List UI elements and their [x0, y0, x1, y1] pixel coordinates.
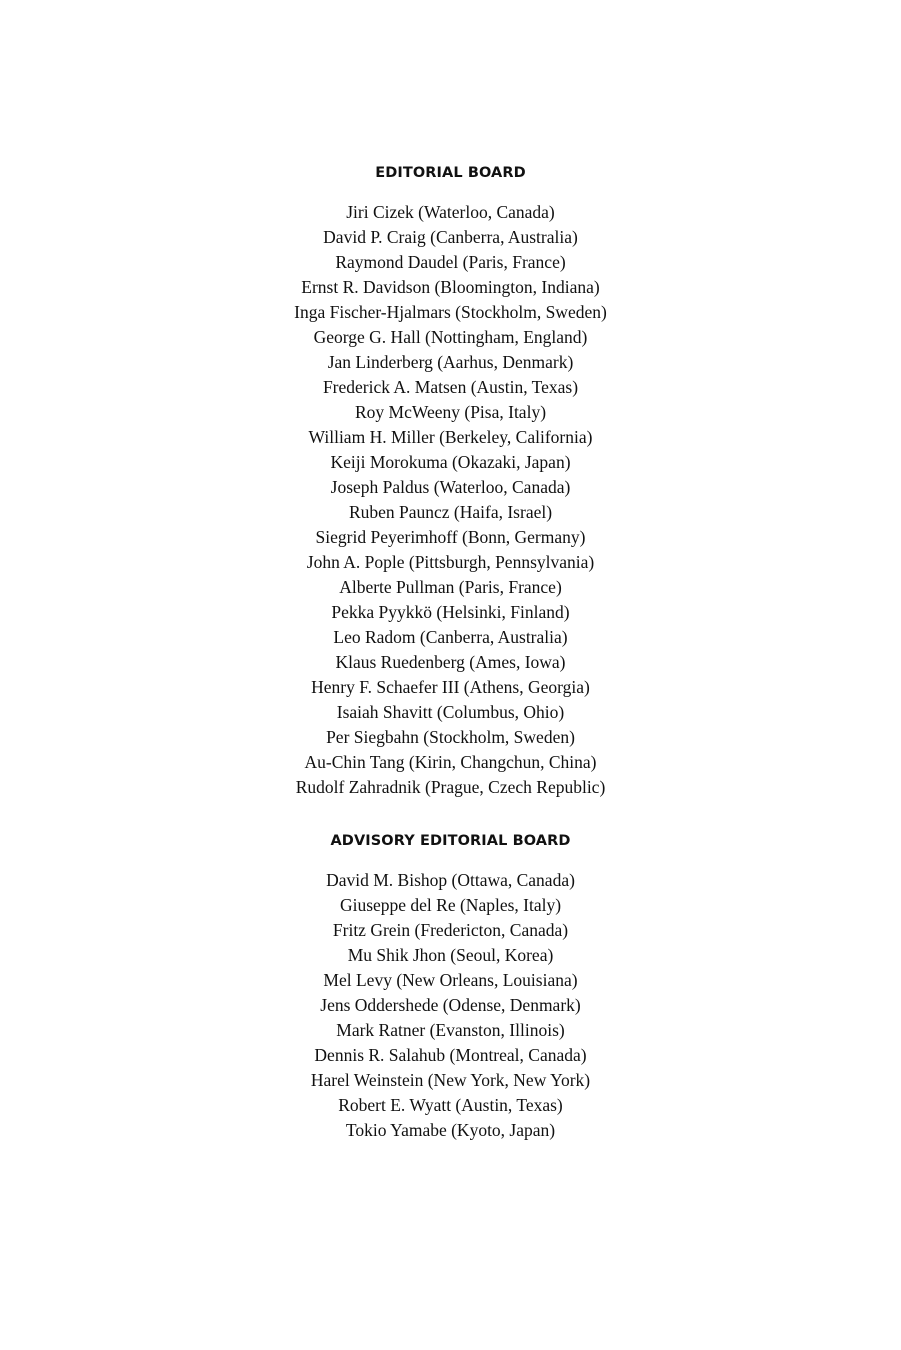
advisory-board-member: Mark Ratner (Evanston, Illinois) — [336, 1020, 565, 1040]
editorial-board-list — [0, 200, 901, 800]
editorial-board-member: Isaiah Shavitt (Columbus, Ohio) — [336, 702, 565, 722]
editorial-board-member: Inga Fischer-Hjalmars (Stockholm, Sweden) — [294, 302, 607, 322]
advisory-board-member: Fritz Grein (Fredericton, Canada) — [332, 920, 569, 940]
editorial-board-member: Jiri Cizek (Waterloo, Canada) — [346, 202, 555, 222]
editorial-board-member: Henry F. Schaefer III (Athens, Georgia) — [311, 677, 590, 697]
editorial-board-member: John A. Pople (Pittsburgh, Pennsylvania) — [306, 552, 595, 572]
editorial-board-member: Alberte Pullman (Paris, France) — [339, 577, 562, 597]
editorial-board-member: Roy McWeeny (Pisa, Italy) — [354, 402, 547, 422]
advisory-board-member: Giuseppe del Re (Naples, Italy) — [339, 895, 562, 915]
advisory-board-member: Tokio Yamabe (Kyoto, Japan) — [345, 1120, 556, 1140]
editorial-board-member: Leo Radom (Canberra, Australia) — [333, 627, 568, 647]
advisory-board-member: Mu Shik Jhon (Seoul, Korea) — [347, 945, 554, 965]
editorial-board-member: Raymond Daudel (Paris, France) — [335, 252, 566, 272]
editorial-board-member: Frederick A. Matsen (Austin, Texas) — [322, 377, 579, 397]
advisory-board-member: David M. Bishop (Ottawa, Canada) — [326, 870, 575, 890]
editorial-board-member: Au-Chin Tang (Kirin, Changchun, China) — [304, 752, 597, 772]
editorial-board-member: Keiji Morokuma (Okazaki, Japan) — [330, 452, 571, 472]
editorial-board-member: Siegrid Peyerimhoff (Bonn, Germany) — [315, 527, 586, 547]
editorial-board-member: William H. Miller (Berkeley, California) — [308, 427, 593, 447]
editorial-board-member: David P. Craig (Canberra, Australia) — [323, 227, 578, 247]
editorial-board-member: Ruben Pauncz (Haifa, Israel) — [348, 502, 553, 522]
editorial-board-member: Klaus Ruedenberg (Ames, Iowa) — [335, 652, 566, 672]
editorial-board-member: Jan Linderberg (Aarhus, Denmark) — [327, 352, 574, 372]
advisory-board-member: Mel Levy (New Orleans, Louisiana) — [323, 970, 578, 990]
editorial-board-member: Rudolf Zahradnik (Prague, Czech Republic) — [295, 777, 606, 797]
advisory-editorial-board-heading: ADVISORY EDITORIAL BOARD — [330, 833, 571, 849]
advisory-board-member: Robert E. Wyatt (Austin, Texas) — [338, 1095, 563, 1115]
editorial-board-member: George G. Hall (Nottingham, England) — [313, 327, 588, 347]
advisory-board-member: Harel Weinstein (New York, New York) — [310, 1070, 591, 1090]
editorial-board-member: Ernst R. Davidson (Bloomington, Indiana) — [301, 277, 600, 297]
editorial-board-section — [0, 163, 901, 800]
advisory-board-member: Jens Oddershede (Odense, Denmark) — [320, 995, 581, 1015]
editorial-board-member: Joseph Paldus (Waterloo, Canada) — [330, 477, 571, 497]
editorial-board-member: Pekka Pyykkö (Helsinki, Finland) — [331, 602, 570, 622]
editorial-board-heading: EDITORIAL BOARD — [375, 165, 526, 181]
editorial-board-member: Per Siegbahn (Stockholm, Sweden) — [326, 727, 575, 747]
advisory-board-member: Dennis R. Salahub (Montreal, Canada) — [314, 1045, 587, 1065]
advisory-editorial-board-section — [0, 831, 901, 1143]
advisory-editorial-board-list — [0, 868, 901, 1143]
